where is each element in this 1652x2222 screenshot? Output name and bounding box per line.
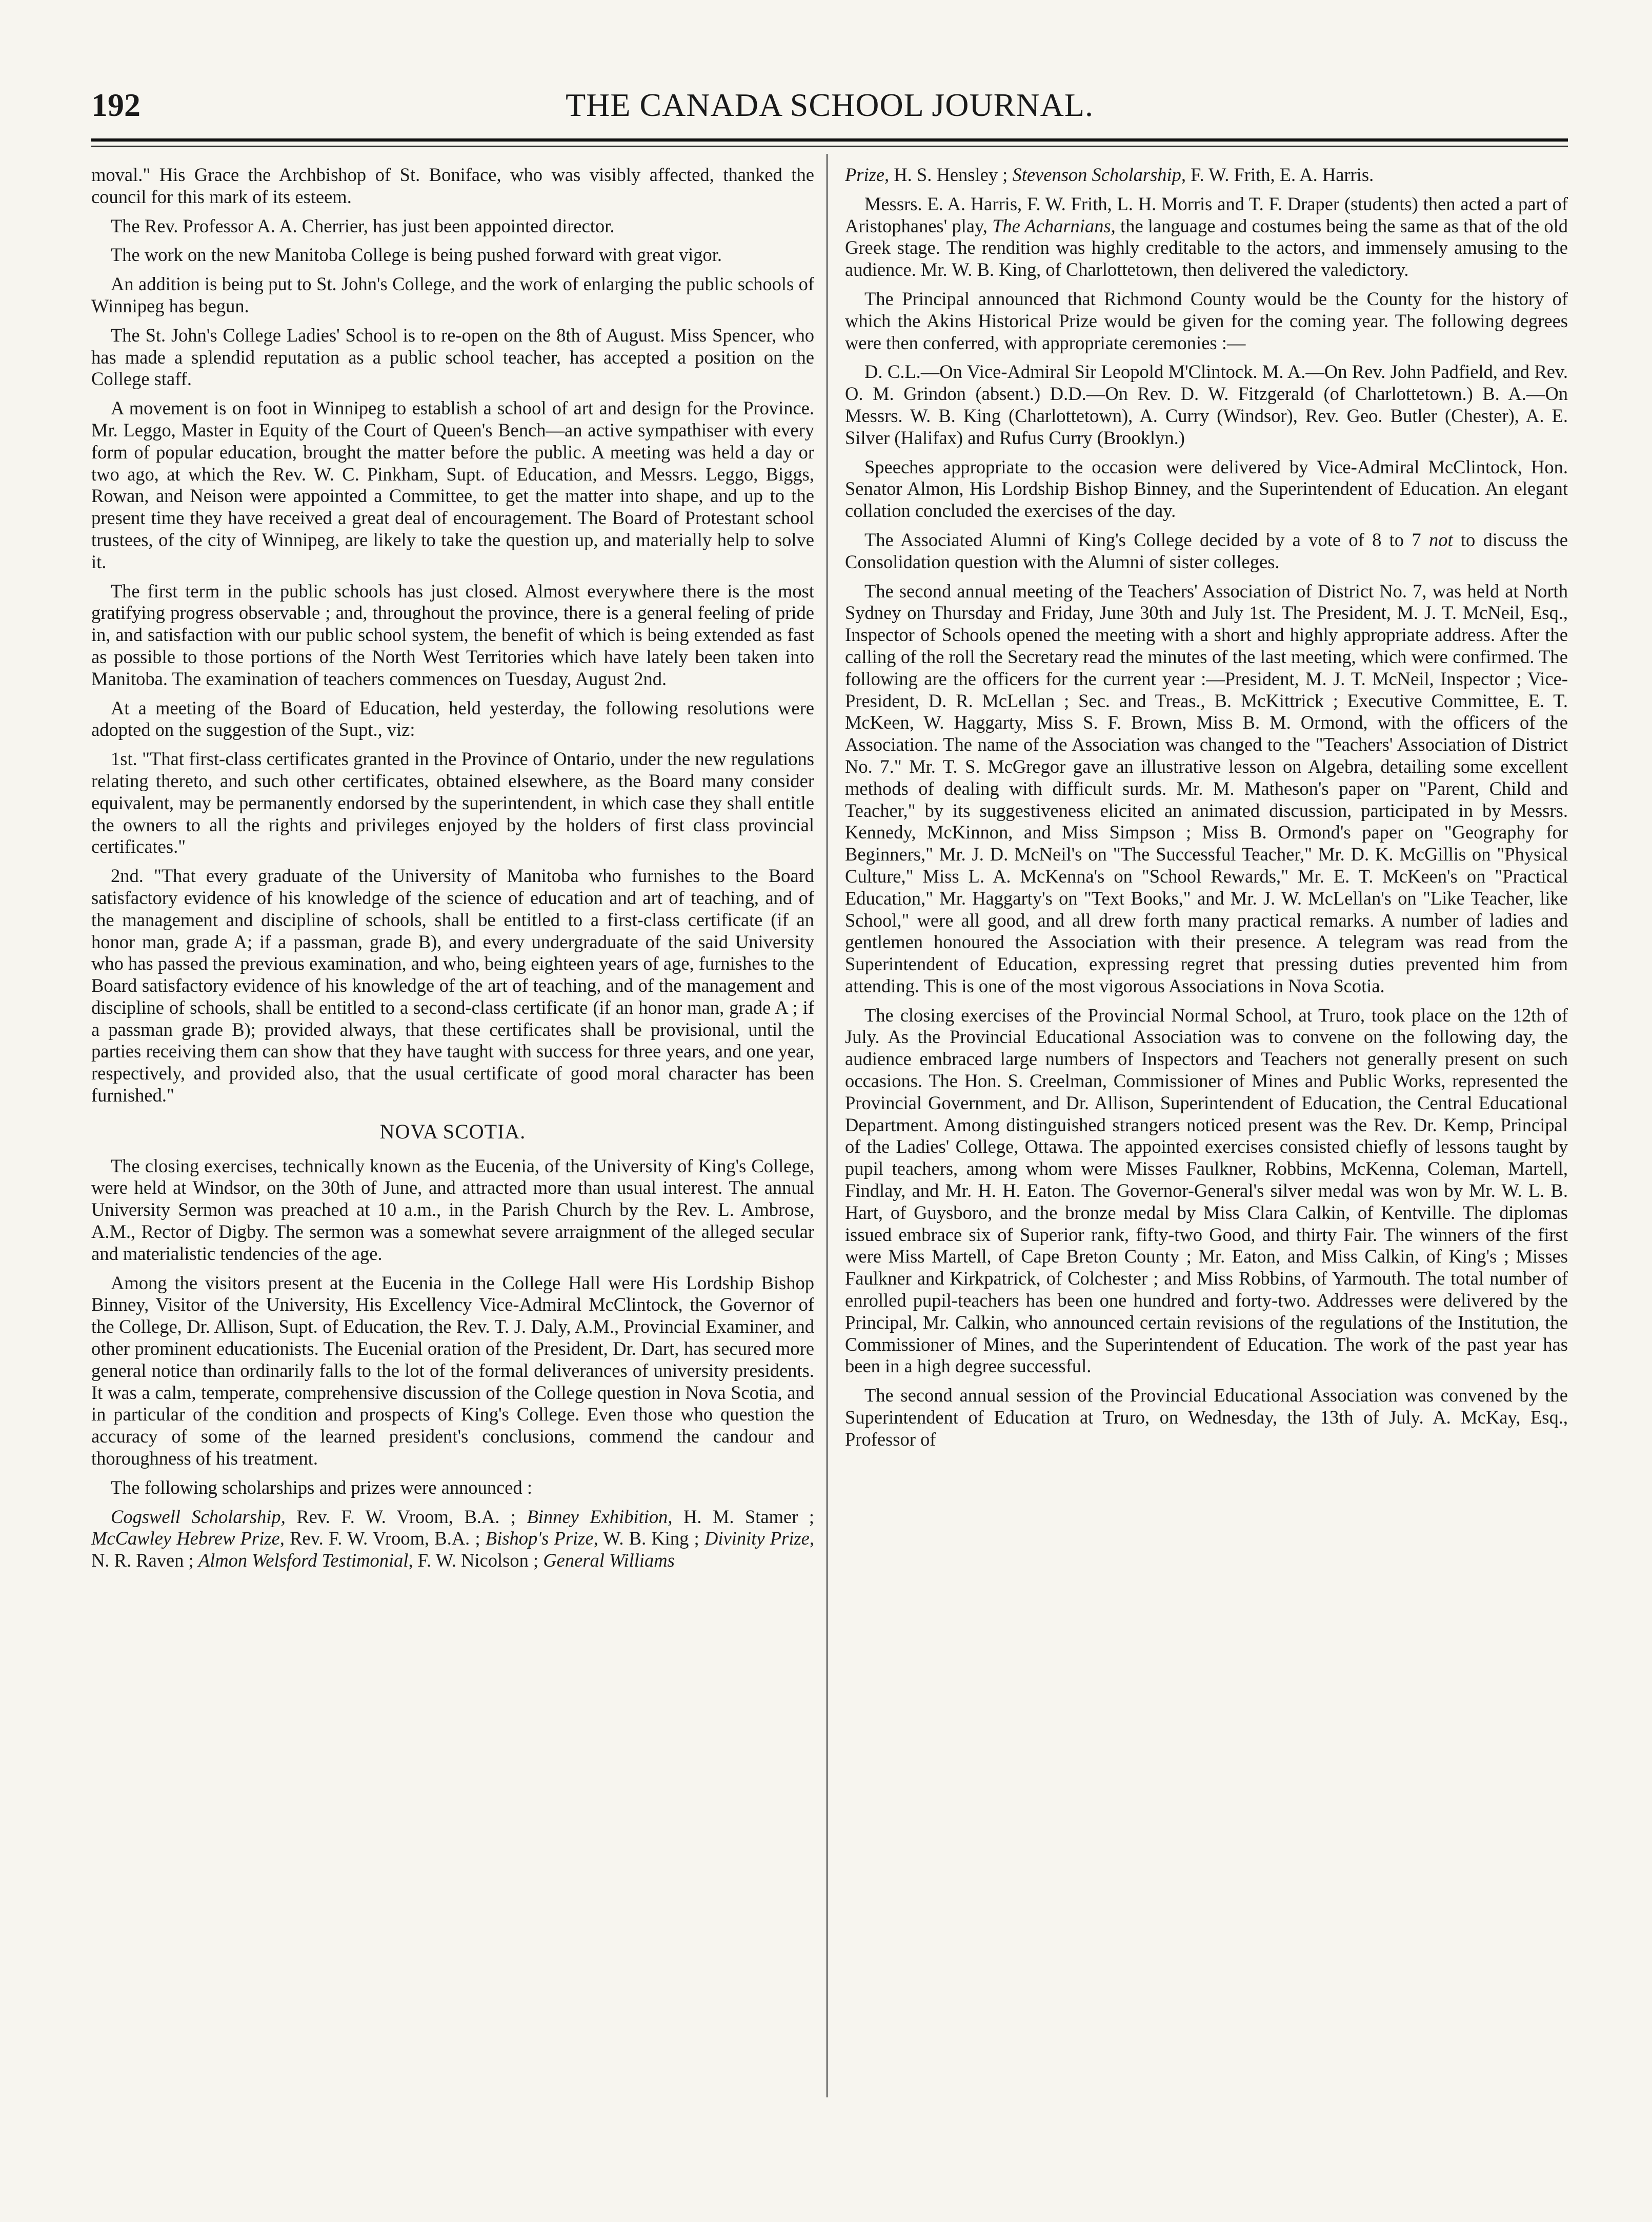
paragraph: The closing exercises of the Provincial Normal School, at Truro, took place on the 12th of July. As the Provincial Educational Association was to convene on the following day, the audience embraced large numbers of Inspectors and Teachers not generally present on such occasions. The Hon. S. Creelman, Commissioner of Mines and Public Works, represented the Provincial Government, and Dr. Allison, Superintendent of Education, the Central Educational Department. Among distinguished strangers noticed present was the Rev. Dr. Kemp, Principal of the Ladies' College, Ottawa. The appointed exercises consisted chiefly of lessons taught by pupil teachers, among whom were Misses Faulkner, Robbins, McKenna, Coleman, Martell, Findlay, and Mr. H. H. Eaton. The Governor-General's silver medal was won by Mr. W. L. B. Hart, of Guysboro, and the bronze medal by Miss Clara Calkin, of Kentville. The diplomas issued embrace six of Superior rank, fifty-two Good, and thirty Fair. The winners of the first were Miss Martell, of Cape Breton County ; Mr. Eaton, and Miss Calkin, of King's ; Misses Faulkner and Kirkpatrick, of Colchester ; and Miss Robbins, of Yarmouth. The total number of enrolled pupil-teachers has been one hundred and forty-two. Addresses were delivered by the Principal, Mr. Calkin, who announced certain revisions of the regulations of the Institution, the Commissioner of Mines, and the Superintendent of Education. The work of the past year has been in a high degree successful. — [845, 1004, 1568, 1377]
prizes-list-continued — [845, 164, 1568, 186]
prize-name: Stevenson Scholarship, — [1012, 164, 1186, 185]
resolution-first: 1st. "That first-class certificates granted in the Province of Ontario, under the new regulations relating thereto, and such other certificates, obtained elsewhere, as the Board many consider equivalent, may be permanently endorsed by the superintendent, in which case they shall entitle the owners to all the rights and privileges enjoyed by the holders of first class provincial certificates." — [91, 748, 814, 857]
play-title: The Acharnians, — [992, 215, 1116, 236]
text-run: to discuss the Consolidation question with the Alumni of sister colleges. — [845, 529, 1568, 572]
paragraph — [845, 193, 1568, 281]
resolution-second: 2nd. "That every graduate of the University of Manitoba who furnishes to the Board satisfactory evidence of his knowledge of the science of education and art of teaching, and of the management and discipline of schools, shall be entitled to a first-class certificate (if an honor man, grade A; if a passman, grade B), and every undergraduate of the said University who has passed the previous examination, and who, being eighteen years of age, furnishes to the Board satisfactory evidence of his knowledge of the art of teaching, and of the management and discipline of schools, shall be entitled to a second-class certificate (if an honor man, grade A ; if a passman grade B); provided always, that these certificates shall be provisional, until the parties receiving them can show that they have taught with success for three years, and one year, respectively, and provided also, that the usual certificate of good moral character has been furnished." — [91, 865, 814, 1106]
prize-winner: F. W. Frith, E. A. Harris. — [1186, 164, 1374, 185]
prize-name: Binney Exhibition, — [527, 1506, 673, 1527]
paragraph: An addition is being put to St. John's College, and the work of enlarging the public schools of Winnipeg has begun. — [91, 273, 814, 316]
text-run: Messrs. E. A. Harris, F. W. Frith, L. H. Morris and T. F. Draper (students) then acted a part of Aristophanes' play, — [845, 193, 1568, 236]
right-column — [845, 164, 1568, 1458]
paragraph: A movement is on foot in Winnipeg to establish a school of art and design for the Province. Mr. Leggo, Master in Equity of the Court of Queen's Bench—an active sympathiser with every form of popular education, brought the matter before the public. A meeting was held a day or two ago, at which the Rev. W. C. Pinkham, Supt. of Education, and Messrs. Leggo, Biggs, Rowan, and Neison were appointed a Committee, to get the matter into shape, and up to the present time they have received a great deal of encouragement. The Board of Protestant school trustees, of the city of Winnipeg, are likely to take the question up, and materially help to solve it. — [91, 397, 814, 572]
paragraph: moval." His Grace the Archbishop of St. Boniface, who was visibly affected, thanked the council for this mark of its esteem. — [91, 164, 814, 207]
prize-winner: Rev. F. W. Vroom, B.A. ; — [284, 1528, 486, 1549]
prize-name: Divinity Prize, — [704, 1528, 815, 1549]
emphasis: not — [1428, 529, 1453, 550]
prize-winner: W. B. King ; — [598, 1528, 705, 1549]
paragraph: The Rev. Professor A. A. Cherrier, has just been appointed director. — [111, 215, 615, 236]
paragraph: The second annual meeting of the Teachers' Association of District No. 7, was held at North Sydney on Thursday and Friday, June 30th and July 1st. The President, M. J. T. McNeil, Esq., Inspector of Schools opened the meeting with a short and highly appropriate address. After the calling of the roll the Secretary read the minutes of the last meeting, which were confirmed. The following are the officers for the current year :—President, M. J. T. McNeil, Inspector ; Vice-President, D. R. McLellan ; Sec. and Treas., B. McKittrick ; Executive Committee, E. T. McKeen, W. Haggarty, Miss S. F. Brown, Miss B. M. Ormond, with the officers of the Association. The name of the Association was changed to the "Teachers' Association of District No. 7." Mr. T. S. McGregor gave an illustrative lesson on Algebra, detailing some excellent methods of dealing with difficult surds. Mr. M. Matheson's paper on "Parent, Child and Teacher," by its suggestiveness elicited an animated discussion, participated in by Messrs. Kennedy, McKinnon, and Miss Simpson ; Miss B. Ormond's paper on "Geography for Beginners," Mr. J. D. McNeil's on "The Successful Teacher," Mr. D. K. McGillis on "Physical Culture," Miss L. A. McKenna's on "School Rewards," Mr. E. T. McKeen's on "Practical Education," Mr. Haggarty's on "Text Books," and Mr. J. W. McLellan's on "Like Teacher, like School," were all good, and all drew forth many practical remarks. A number of ladies and gentlemen honoured the Association with their presence. A telegram was read from the Superintendent of Education, expressing regret that pressing duties prevented him from attending. This is one of the most vigorous Associations in Nova Scotia. — [845, 580, 1568, 996]
prize-name: Bishop's Prize, — [485, 1528, 598, 1549]
paragraph: D. C.L.—On Vice-Admiral Sir Leopold M'Clintock. M. A.—On Rev. John Padfield, and Rev. O. M. Grindon (absent.) D.D.—On Rev. D. W. Fitzgerald (of Charlottetown.) B. A.—On Messrs. W. B. King (Charlottetown), A. Curry (Windsor), Rev. Geo. Butler (Chester), A. E. Silver (Halifax) and Rufus Curry (Brooklyn.) — [845, 361, 1568, 448]
prize-name: McCawley Hebrew Prize, — [91, 1528, 285, 1549]
prize-winner: Rev. F. W. Vroom, B.A. ; — [285, 1506, 527, 1527]
paragraph: The St. John's College Ladies' School is to re-open on the 8th of August. Miss Spencer, who has made a splendid reputation as a public school teacher, has accepted a position on the College staff. — [91, 324, 814, 390]
paragraph: The work on the new Manitoba College is being pushed forward with great vigor. — [111, 244, 722, 266]
paragraph: The second annual session of the Provincial Educational Association was convened by the Superintendent of Education at Truro, on Wednesday, the 13th of July. A. McKay, Esq., Professor of — [845, 1385, 1568, 1450]
paragraph: The Principal announced that Richmond County would be the County for the history of which the Akins Historical Prize would be given for the coming year. The following degrees were then conferred, with appropriate ceremonies :— — [845, 288, 1568, 353]
text-run: The Associated Alumni of King's College decided by a vote of 8 to 7 — [864, 529, 1429, 550]
paragraph: Speeches appropriate to the occasion were delivered by Vice-Admiral McClintock, Hon. Senator Almon, His Lordship Bishop Binney, and the Superintendent of Education. An elegant collation concluded the exercises of the day. — [845, 456, 1568, 522]
paragraph: At a meeting of the Board of Education, held yesterday, the following resolutions were adopted on the suggestion of the Supt., viz: — [91, 697, 814, 740]
page-number: 192 — [91, 87, 140, 123]
header-rule-thin — [91, 146, 1568, 147]
prize-winner: N. R. Raven ; — [91, 1550, 198, 1571]
left-column — [91, 164, 814, 1579]
prize-winner: H. S. Hensley ; — [889, 164, 1013, 185]
paragraph: Among the visitors present at the Eucenia in the College Hall were His Lordship Bishop Binney, Visitor of the University, His Excellency Vice-Admiral McClintock, the Governor of the College, Dr. Allison, Supt. of Education, the Rev. T. J. Daly, A.M., Provincial Examiner, and other prominent educationists. The Eucenial oration of the President, Dr. Dart, has secured more general notice than ordinarily falls to the lot of the formal deliverances of university presidents. It was a calm, temperate, comprehensive discussion of the College question in Nova Scotia, and in particular of the condition and prospects of King's College. Even those who question the accuracy of some of the learned president's conclusions, commend the candour and thoroughness of his treatment. — [91, 1272, 814, 1469]
prize-name: Cogswell Scholarship, — [111, 1506, 286, 1527]
journal-title: THE CANADA SCHOOL JOURNAL. — [566, 87, 1094, 123]
column-divider — [827, 154, 828, 2097]
paragraph: The closing exercises, technically known as the Eucenia, of the University of King's College, were held at Windsor, on the 30th of June, and attracted more than usual interest. The annual University Sermon was preached at 10 a.m., in the Parish Church by the Rev. L. Ambrose, A.M., Rector of Digby. The sermon was a somewhat severe arraignment of the alleged secular and materialistic tendencies of the age. — [91, 1155, 814, 1264]
prize-name: Prize, — [845, 164, 890, 185]
section-heading-nova-scotia: NOVA SCOTIA. — [379, 1119, 526, 1143]
paragraph: The first term in the public schools has just closed. Almost everywhere there is the most gratifying progress observable ; and, throughout the province, there is a general feeling of pride in, and satisfaction with our public school system, the benefit of which is being extended as fast as possible to those portions of the North West Territories which have lately been taken into Manitoba. The examination of teachers commences on Tuesday, August 2nd. — [91, 580, 814, 689]
prize-winner: F. W. Nicolson ; — [413, 1550, 543, 1571]
prize-winner: H. M. Stamer ; — [672, 1506, 814, 1527]
paragraph: The following scholarships and prizes were announced : — [111, 1476, 533, 1498]
header-rule-thick — [91, 138, 1568, 142]
paragraph — [845, 529, 1568, 573]
page-header — [91, 86, 1568, 132]
text-run: the language and costumes being the same as that of the old Greek stage. The rendition was highly creditable to the actors, and immensely amusing to the audience. Mr. W. B. King, of Charlottetown, then delivered the valedictory. — [845, 215, 1568, 281]
prize-name: Almon Welsford Testimonial, — [198, 1550, 413, 1571]
prizes-list — [91, 1506, 814, 1572]
prize-name: General Williams — [543, 1550, 675, 1571]
